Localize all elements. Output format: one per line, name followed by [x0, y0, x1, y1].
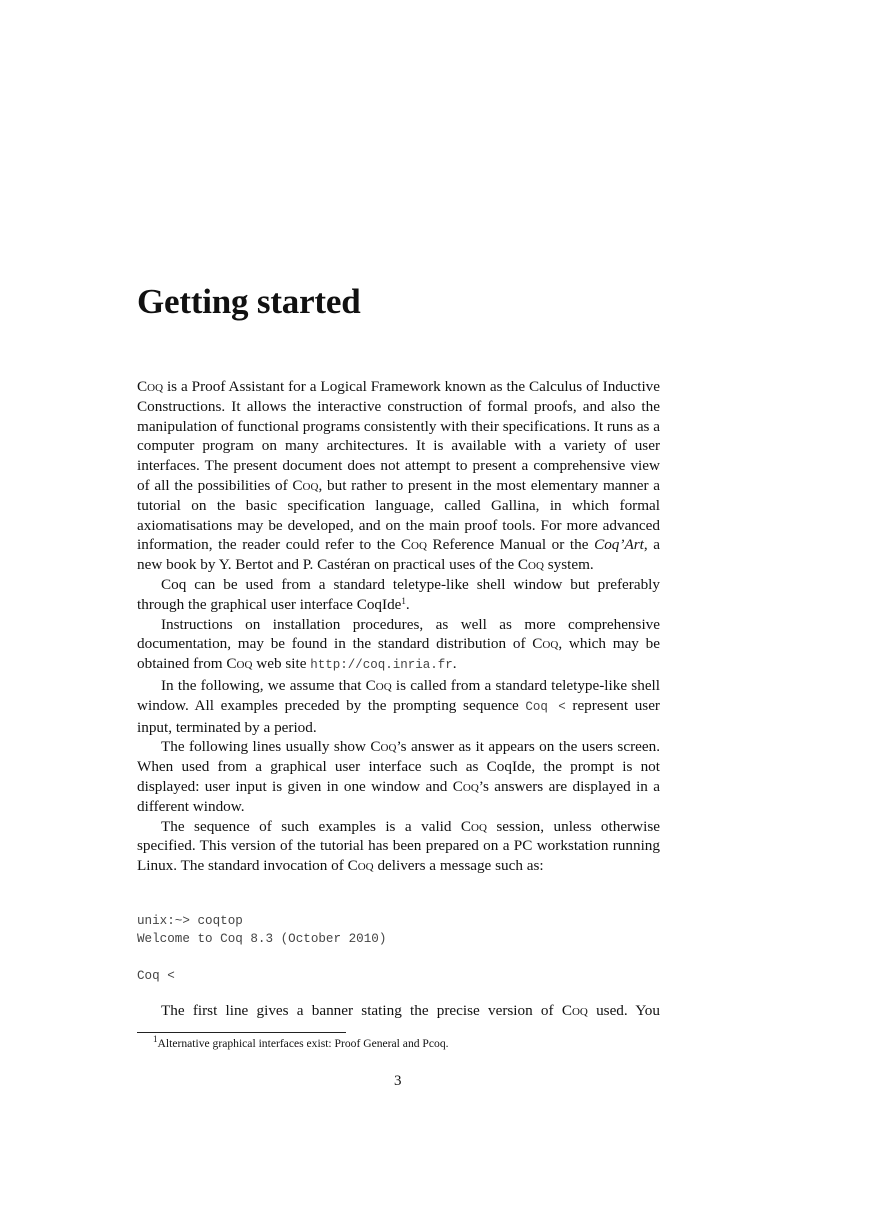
coq-name: Coq [347, 857, 374, 875]
text-run: ’s answers are displayed in a different window. [137, 777, 660, 815]
website-link[interactable]: http://coq.inria.fr [310, 658, 453, 673]
coq-name: Coq [532, 635, 559, 653]
coq-name: Coq [370, 738, 397, 756]
code-line: unix:~> coqtop [137, 914, 243, 928]
text-run: represent user input, terminated by a period. [137, 696, 660, 736]
text-run: The following lines usually show [161, 738, 371, 756]
text-run: Reference Manual or the [426, 536, 595, 554]
code-line: Welcome to Coq 8.3 (October 2010) [137, 932, 387, 947]
footnote-rule [137, 1032, 346, 1033]
text-run: . [452, 655, 457, 673]
text-run: Instructions on installation procedures, as well as more comprehensive documentation, may be found in the standard distribution of [137, 615, 660, 653]
coq-name: Coq [460, 817, 487, 835]
footnote-text: Alternative graphical interfaces exist: Proof General and Pcoq. [157, 1037, 449, 1050]
paragraph-banner [137, 1001, 660, 1021]
paragraph-answers [137, 737, 660, 816]
text-run: The sequence of such examples is a valid [161, 817, 461, 835]
text-run: , which may be obtained from [137, 635, 660, 673]
text-run: Coq can be used from a standard teletype-like shell window but preferably through the graphical user interface CoqIde [137, 575, 660, 613]
body-text [137, 377, 660, 876]
chapter-title: Getting started [137, 282, 361, 321]
footnote [153, 1034, 449, 1051]
text-run: , a new book by Y. Bertot and P. Castéran on practical uses of the [137, 536, 660, 574]
text-run: session, unless otherwise specified. This version of the tutorial has been prepared on a PC workstation running Linux. The standard invocation of [137, 817, 660, 875]
paragraph-coqide [137, 575, 660, 615]
coq-name: Coq [561, 1002, 588, 1019]
paragraph-intro [137, 377, 660, 575]
coq-name: Coq [226, 655, 253, 673]
text-run: In the following, we assume that [161, 676, 366, 694]
text-run: web site [252, 655, 311, 673]
prompt-sequence: Coq < [525, 699, 566, 714]
text-run: system. [543, 556, 594, 574]
text-run: is called from a standard teletype-like shell window. All examples preceded by the prompting sequence [137, 676, 660, 714]
text-run: delivers a message such as: [373, 857, 544, 875]
text-run: is a Proof Assistant for a Logical Framework known as the Calculus of Inductive Constructions. It allows the interactive construction of formal proofs, and also the manipulation of functional programs consistently with their specifications. It runs as a computer program on many architectures. It is available with a variety of user interfaces. The present document does not attempt to present a comprehensive view of all the possibilities of [137, 378, 661, 494]
coq-name: Coq [400, 536, 427, 554]
text-run: used. You [587, 1002, 660, 1019]
paragraph-shell [137, 676, 660, 737]
code-block [137, 912, 386, 986]
footnote-mark: 1 [401, 595, 406, 606]
paragraph-installation [137, 615, 660, 676]
text-run: ’s answer as it appears on the users screen. When used from a graphical user interface such as CoqIde, the prompt is not displayed: user input is given in one window and [137, 738, 660, 795]
coq-name: Coq [365, 676, 392, 694]
text-run: The first line gives a banner stating the precise version of [161, 1002, 562, 1019]
coq-name: Coq [137, 378, 164, 395]
paragraph-session [137, 817, 660, 876]
book-title: Coq’Art [594, 536, 644, 554]
page-number: 3 [394, 1073, 402, 1089]
code-line: Coq < [137, 969, 175, 984]
coq-name: Coq [517, 556, 544, 574]
coq-name: Coq [292, 476, 319, 494]
text-run: . [405, 595, 410, 613]
text-run: , but rather to present in the most elementary manner a tutorial on the basic specification language, called Gallina, in which formal axiomatisations may be developed, and on the main proof tools. For more advanced information, the reader could refer to the [137, 476, 660, 554]
footnote-number: 1 [153, 1034, 158, 1044]
code-line-blank [137, 949, 386, 967]
coq-name: Coq [452, 777, 479, 795]
